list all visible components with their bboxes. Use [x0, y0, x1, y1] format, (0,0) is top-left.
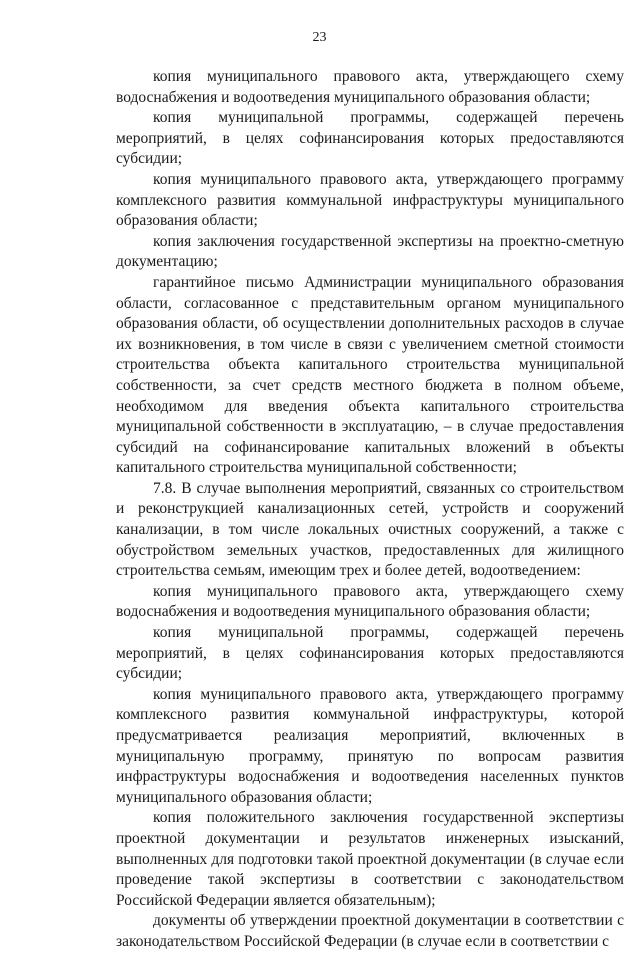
paragraph-copy-infrastructure-program-act-2: копия муниципального правового акта, утверждающего программу комплексного развития коммунальной инфраструктуры, которой предусматривается реализация мероприятий, включенных в муниципальную программу, принятую по вопросам развития инфраструктуры водоснабжения и водоотведения населенных пунктов муниципального образования области;	[116, 685, 624, 806]
paragraph-guarantee-letter: гарантийное письмо Администрации муниципального образования области, согласованное с представительным органом муниципального образования области, об осуществлении дополнительных расходов в случае их возникновения, в том числе в связи с увеличением сметной стоимости строительства объекта капитального строительства муниципальной собственности, за счет средств местного бюджета в полном объеме, необходимом для введения объекта капитального строительства муниципальной собственности в эксплуатацию, – в случае предоставления субсидий на софинансирование капитальных вложений в объекты капитального строительства муниципальной собственности;	[116, 273, 624, 477]
paragraph-copy-water-scheme-act-2: копия муниципального правового акта, утверждающего схему водоснабжения и водоотведения муниципального образования области;	[116, 582, 624, 621]
paragraph-copy-municipal-program: копия муниципальной программы, содержащей перечень мероприятий, в целях софинансирования которых предоставляются субсидии;	[116, 109, 624, 168]
document-body	[116, 67, 624, 953]
page-number: 23	[312, 30, 327, 45]
paragraph-copy-municipal-program-2: копия муниципальной программы, содержащей перечень мероприятий, в целях софинансирования которых предоставляются субсидии;	[116, 624, 624, 683]
paragraph-project-approval-documents: документы об утверждении проектной документации в соответствии с законодательством Российской Федерации (в случае если в соответствии с	[116, 912, 624, 950]
paragraph-copy-infrastructure-program-act: копия муниципального правового акта, утверждающего программу комплексного развития коммунальной инфраструктуры муниципального образования области;	[116, 170, 624, 230]
paragraph-copy-state-expertise: копия заключения государственной экспертизы на проектно-сметную документацию;	[116, 232, 624, 271]
paragraph-copy-positive-expertise: копия положительного заключения государственной экспертизы проектной документации и результатов инженерных изысканий, выполненных для подготовки такой проектной документации (в случае если проведение такой экспертизы в соответствии с законодательством Российской Федерации является обязательным);	[116, 809, 624, 909]
paragraph-clause-7-8: 7.8. В случае выполнения мероприятий, связанных со строительством и реконструкцией канализационных сетей, устройств и сооружений канализации, в том числе локальных очистных сооружений, а также с обустройством земельных участков, предоставленных для жилищного строительства семьям, имеющим трех и более детей, водоотведением:	[116, 479, 624, 580]
paragraph-copy-water-scheme-act: копия муниципального правового акта, утверждающего схему водоснабжения и водоотведения муниципального образования области;	[116, 68, 624, 106]
